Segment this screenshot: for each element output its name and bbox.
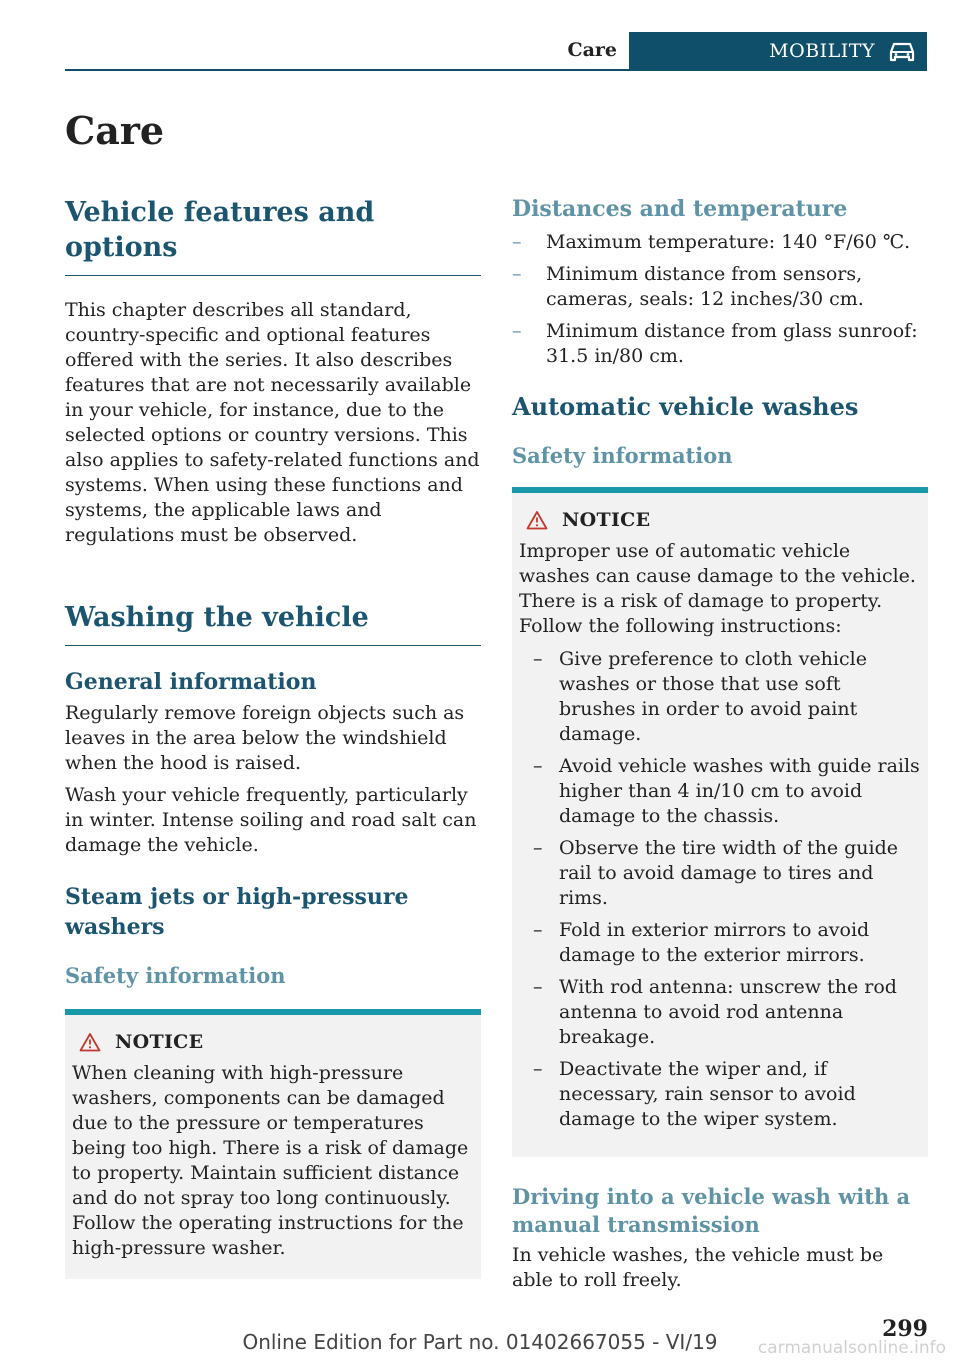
list-item: – Minimum distance from sensors, cameras, seals: 12 inches/30 cm. [512,262,928,312]
header-section-label: Care [567,39,617,61]
right-column [512,195,928,1293]
notice-instructions-list [519,647,920,1132]
header-chapter-label: MOBILITY [769,40,875,62]
watermark: carmanualsonline.info [757,1338,946,1358]
general-paragraph-2: Wash your vehicle frequently, particularly in winter. Intense soiling and road salt can damage the vehicle. [65,783,477,856]
list-item: – Maximum temperature: 140 °F/60 ℃. [512,230,928,255]
page-number: 299 [882,1316,928,1342]
automatic-washes-heading: Automatic vehicle washes [512,391,859,421]
features-heading: Vehicle features and options [65,195,481,276]
notice-label: NOTICE [562,509,651,532]
list-item: – Give preference to cloth vehicle washes or those that use soft brushes in order to avoid paint damage. [519,647,920,747]
notice-box-automatic-washes [512,487,928,1157]
notice-header [519,509,920,531]
list-item: – Avoid vehicle washes with guide rails higher than 4 in/10 cm to avoid damage to the chassis. [519,754,920,829]
list-item: – Minimum distance from glass sunroof: 31.5 in/80 cm. [512,319,928,369]
notice-box-high-pressure [65,1009,481,1279]
features-text: This chapter describes all standard, country-specific and optional features offered with the series. It also describes features that are not necessarily available in your vehicle, for instance, due to the selected options or country versions. This also applies to safety-related functions and systems. When using these functions and systems, the applicable laws and regulations must be observed. [65,299,480,547]
warning-triangle-icon [79,1032,101,1052]
list-item: – With rod antenna: unscrew the rod antenna to avoid rod antenna breakage. [519,975,920,1050]
notice-text: When cleaning with high-pressure washers, components can be damaged due to the pressure or temperatures being too high. There is a risk of damage to property. Maintain sufficient distance and do not spray too long continuously. Follow the operating instructions for the high-pressure washer. [72,1062,469,1260]
notice-text: Improper use of automatic vehicle washes can cause damage to the vehicle. There is a risk of damage to property. Follow the following instructions: [519,540,916,638]
general-paragraph-1: Regularly remove foreign objects such as leaves in the area below the windshield when the hood is raised. [65,701,465,774]
distances-list [512,230,928,369]
list-item: – Fold in exterior mirrors to avoid damage to the exterior mirrors. [519,918,920,968]
notice-label: NOTICE [115,1031,204,1054]
left-column [65,195,481,1279]
footer-edition: Online Edition for Part no. 01402667055 - VI/19 [242,1330,718,1354]
warning-triangle-icon [526,510,548,530]
steam-jets-heading: Steam jets or high-pressure washers [65,883,409,940]
list-item: – Deactivate the wiper and, if necessary, rain sensor to avoid damage to the wiper system. [519,1057,920,1132]
safety-information-heading: Safety information [512,442,733,468]
washing-heading: Washing the vehicle [65,600,481,646]
page-title: Care [65,108,165,153]
manual-transmission-text: In vehicle washes, the vehicle must be able to roll freely. [512,1244,884,1292]
list-item: – Observe the tire width of the guide rail to avoid damage to tires and rims. [519,836,920,911]
car-icon [887,40,917,64]
notice-header [72,1031,473,1053]
safety-information-heading: Safety information [65,962,286,988]
manual-transmission-heading: Driving into a vehicle wash with a manual transmission [512,1184,911,1238]
general-information-heading: General information [65,669,317,696]
header-chapter-tab [629,32,927,71]
page-header [65,32,927,71]
distances-heading: Distances and temperature [512,196,848,222]
